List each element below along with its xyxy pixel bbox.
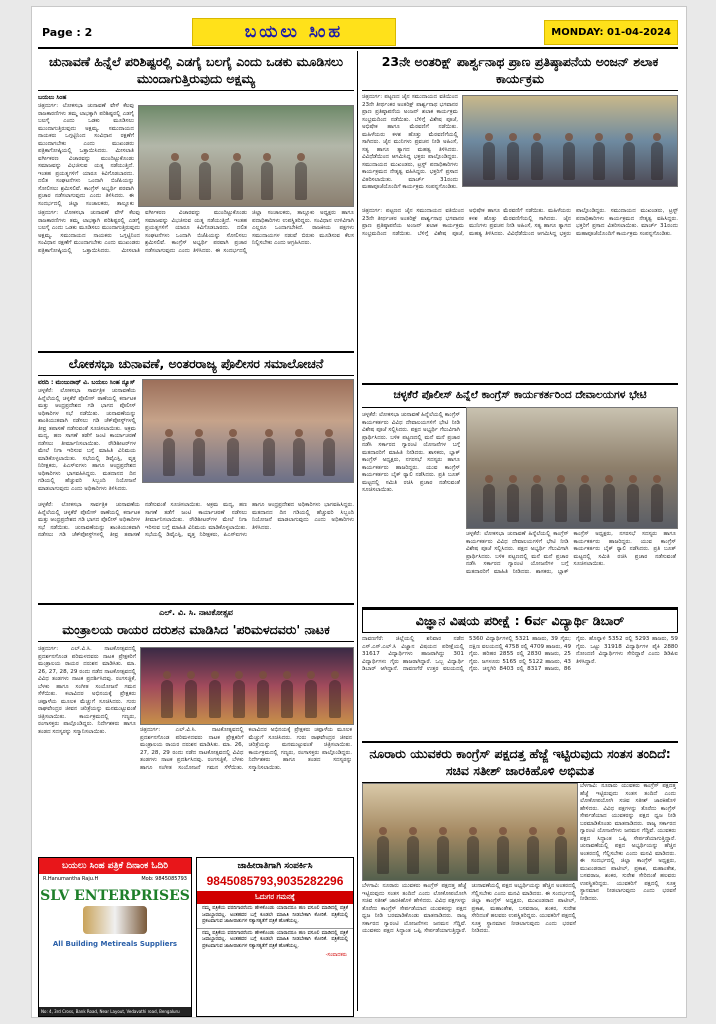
article-youth-congress — [362, 741, 678, 1018]
article-text: ಚಿತ್ರದುರ್ಗ: ಎಲ್.ವಿ.ಸಿ. ನಾಟಕೋತ್ಸವದಲ್ಲಿ ಪ್ರದರ್ಶನಗೊಂಡ ಪರಿಮಳದವರು ನಾಟಕ ಪ್ರೇಕ್ಷಕರಿಗೆ ಮಂತ್ರಾಲಯ ರಾಯರ ದರುಶನ ಮಾಡಿಸಿತು. ಮಾ. 26, 27, 28, 29 ರಂದು ನಡೆದ ನಾಟಕೋತ್ಸವದಲ್ಲಿ ವಿವಿಧ ತಂಡಗಳು ನಾಟಕ ಪ್ರದರ್ಶಿಸಿದವು. ರಂಗಸಜ್ಜಿಕೆ, ಬೆಳಕು ಹಾಗೂ ಸಂಗೀತ ಸಂಯೋಜನೆ ಗಮನ ಸೆಳೆಯಿತು. ಕಲಾವಿದರ ಅಭಿನಯಕ್ಕೆ ಪ್ರೇಕ್ಷಕರು ಚಪ್ಪಾಳೆಯ ಮೂಲಕ ಮೆಚ್ಚುಗೆ ಸೂಚಿಸಿದರು. ಗುರು ರಾಘವೇಂದ್ರರ ಜೀವನ ಚರಿತ್ರೆಯನ್ನು ಮನಮುಟ್ಟುವಂತೆ ಚಿತ್ರಿಸಲಾಯಿತು. ಕಾರ್ಯಕ್ರಮದಲ್ಲಿ ಗಣ್ಯರು, ರಂಗಾಸಕ್ತರು ಪಾಲ್ಗೊಂಡಿದ್ದರು. ನಿರ್ದೇಶಕರು ಹಾಗೂ ತಂಡದ ಸದಸ್ಯರನ್ನು ಸನ್ಮಾನಿಸಲಾಯಿತು. — [140, 727, 352, 771]
ad-caption: All Building Metireals Suppliers — [52, 940, 178, 948]
byline: ವರದಿ : ಮಂಜುನಾಥ್ ವಿ. ಬಯಲು ಸಿಂಹ ನ್ಯೂಸ್ — [38, 379, 135, 386]
headline: ಚುನಾವಣೆ ಹಿನ್ನೆಲೆ ಪರಿಶಿಷ್ಟರಲ್ಲಿ ಎಡಗೈ ಬಲಗೈ ಎಂದು ಒಡಕು ಮೂಡಿಸಲು ಮುಂದಾಗುತ್ತಿರುವುದು ಅಕ್ಷಮ್ಯ — [38, 51, 354, 91]
article-text-intro: ಚಿತ್ರದುರ್ಗ: ಲೋಕಸಭಾ ಚುನಾವಣೆ ವೇಳೆ ಕೆಲವು ರಾಜಕಾರಣಿಗಳು ತಮ್ಮ ಲಾಭಕ್ಕಾಗಿ ಪರಿಶಿಷ್ಟರಲ್ಲಿ ಎಡಗೈ ಬಲಗೈ ಎಂದು ಒಡಕು ಮೂಡಿಸಲು ಮುಂದಾಗುತ್ತಿರುವುದು ಅಕ್ಷಮ್ಯ. ಸಮುದಾಯದ ನಾಯಕರು ಒಗ್ಗಟ್ಟಿನಿಂದ ಸಂವಿಧಾನ ರಕ್ಷಣೆಗೆ ಮುಂದಾಗಬೇಕು ಎಂದು ಮುಖಂಡರು ಪತ್ರಿಕಾಗೋಷ್ಠಿಯಲ್ಲಿ ಒತ್ತಾಯಿಸಿದರು. ಮೀಸಲಾತಿ ವರ್ಗೀಕರಣ ವಿಚಾರವನ್ನು ಮುಂದಿಟ್ಟುಕೊಂಡು ಸಮಾಜವನ್ನು ವಿಭಜಿಸುವ ಯತ್ನ ನಡೆಯುತ್ತಿದೆ. ಇಂತಹ ಪ್ರಯತ್ನಗಳಿಗೆ ಯಾರೂ ಕಿವಿಗೊಡಬಾರದು. ದಲಿತ ಸಂಘಟನೆಗಳು ಒಂದಾಗಿ ಬಿಜೆಪಿಯನ್ನು ಸೋಲಿಸಲು ಶ್ರಮಿಸಲಿವೆ. ಕಾಂಗ್ರೆಸ್ ಅಭ್ಯರ್ಥಿ ಪರವಾಗಿ ಪ್ರಚಾರ ನಡೆಸಲಾಗುವುದು ಎಂದು ತಿಳಿಸಿದರು. ಈ ಸಂದರ್ಭದಲ್ಲಿ ಜಿಲ್ಲಾ ಸಂಚಾಲಕರು, ತಾಲ್ಲೂಕು — [38, 103, 134, 207]
page-number: Page : 2 — [42, 25, 93, 39]
readers-notice-heading: ಓದುಗರ ಗಮನಕ್ಕೆ — [197, 891, 353, 904]
article-congress-temple — [362, 383, 678, 605]
article-text: ಚಿತ್ರದುರ್ಗ: ಲೋಕಸಭಾ ಚುನಾವಣೆ ವೇಳೆ ಕೆಲವು ರಾಜಕಾರಣಿಗಳು ತಮ್ಮ ಲಾಭಕ್ಕಾಗಿ ಪರಿಶಿಷ್ಟರಲ್ಲಿ ಎಡಗೈ ಬಲಗೈ ಎಂದು ಒಡಕು ಮೂಡಿಸಲು ಮುಂದಾಗುತ್ತಿರುವುದು ಅಕ್ಷಮ್ಯ. ಸಮುದಾಯದ ನಾಯಕರು ಒಗ್ಗಟ್ಟಿನಿಂದ ಸಂವಿಧಾನ ರಕ್ಷಣೆಗೆ ಮುಂದಾಗಬೇಕು ಎಂದು ಮುಖಂಡರು ಪತ್ರಿಕಾಗೋಷ್ಠಿಯಲ್ಲಿ ಒತ್ತಾಯಿಸಿದರು. ಮೀಸಲಾತಿ ವರ್ಗೀಕರಣ ವಿಚಾರವನ್ನು ಮುಂದಿಟ್ಟುಕೊಂಡು ಸಮಾಜವನ್ನು ವಿಭಜಿಸುವ ಯತ್ನ ನಡೆಯುತ್ತಿದೆ. ಇಂತಹ ಪ್ರಯತ್ನಗಳಿಗೆ ಯಾರೂ ಕಿವಿಗೊಡಬಾರದು. ದಲಿತ ಸಂಘಟನೆಗಳು ಒಂದಾಗಿ ಬಿಜೆಪಿಯನ್ನು ಸೋಲಿಸಲು ಶ್ರಮಿಸಲಿವೆ. ಕಾಂಗ್ರೆಸ್ ಅಭ್ಯರ್ಥಿ ಪರವಾಗಿ ಪ್ರಚಾರ ನಡೆಸಲಾಗುವುದು ಎಂದು ತಿಳಿಸಿದರು. ಈ ಸಂದರ್ಭದಲ್ಲಿ ಜಿಲ್ಲಾ ಸಂಚಾಲಕರು, ತಾಲ್ಲೂಕು ಅಧ್ಯಕ್ಷರು ಹಾಗೂ ಪದಾಧಿಕಾರಿಗಳು ಉಪಸ್ಥಿತರಿದ್ದರು. ಸಂವಿಧಾನ ಉಳಿವಿಗಾಗಿ ಎಲ್ಲರೂ ಒಂದಾಗಬೇಕಿದೆ. ರಾಜಕೀಯ ಪಕ್ಷಗಳು ಸಮುದಾಯಗಳ ನಡುವೆ ಬಿರುಕು ಮೂಡಿಸುವ ಕೆಲಸ ನಿಲ್ಲಿಸಬೇಕು ಎಂದು ಆಗ್ರಹಿಸಿದರು. — [38, 210, 354, 254]
article-photo — [466, 407, 678, 529]
article-drama — [38, 603, 354, 895]
editor-signature: -ಸಂಪಾದಕರು — [325, 952, 347, 958]
article-text: ಬೆಳಗಾವಿ: ನೂರಾರು ಯುವಕರು ಕಾಂಗ್ರೆಸ್ ಪಕ್ಷದತ್ತ ಹೆಜ್ಜೆ ಇಟ್ಟಿರುವುದು ಸಂತಸ ತಂದಿದೆ ಎಂದು ಲೋಕೋಪಯೋಗಿ ಸಚಿವ ಸತೀಶ್ ಜಾರಕಿಹೊಳಿ ಹೇಳಿದರು. ವಿವಿಧ ಪಕ್ಷಗಳನ್ನು ತೊರೆದು ಕಾಂಗ್ರೆಸ್ ಸೇರ್ಪಡೆಯಾದ ಯುವಕರನ್ನು ಪಕ್ಷದ ಧ್ವಜ ನೀಡಿ ಬರಮಾಡಿಕೊಂಡು ಮಾತನಾಡಿದರು. ರಾಜ್ಯ ಸರ್ಕಾರದ ಗ್ಯಾರಂಟಿ ಯೋಜನೆಗಳು ಜನಮನ ಗೆದ್ದಿವೆ. ಯುವಕರು ಪಕ್ಷದ ಸಿದ್ಧಾಂತ ಒಪ್ಪಿ ಸೇರ್ಪಡೆಯಾಗುತ್ತಿದ್ದಾರೆ. ಚುನಾವಣೆಯಲ್ಲಿ ಪಕ್ಷದ ಅಭ್ಯರ್ಥಿಯನ್ನು ಹೆಚ್ಚಿನ ಅಂತರದಲ್ಲಿ ಗೆಲ್ಲಿಸಬೇಕು ಎಂದು ಮನವಿ ಮಾಡಿದರು. ಈ ಸಂದರ್ಭದಲ್ಲಿ ಜಿಲ್ಲಾ ಕಾಂಗ್ರೆಸ್ ಅಧ್ಯಕ್ಷರು, ಮುಖಂಡರಾದ ಪಾಟೀಲ್, ಪ್ರಕಾಶ, ಮಹಾಂತೇಶ, ಬಸವರಾಜ, ಶಂಕರ, ಸುರೇಶ ಸೇರಿದಂತೆ ಹಲವರು ಉಪಸ್ಥಿತರಿದ್ದರು. ಯುವಕರಿಗೆ ಪಕ್ಷದಲ್ಲಿ ಸೂಕ್ತ ಸ್ಥಾನಮಾನ ನೀಡಲಾಗುವುದು ಎಂದು ಭರವಸೆ ನೀಡಿದರು. — [362, 883, 576, 934]
article-text: ದಾವಣಗೆರೆ: ಜಿಲ್ಲೆಯಲ್ಲಿ ಶನಿವಾರ ನಡೆದ ಎಸ್.ಎಸ್.ಎಲ್.ಸಿ ವಿಜ್ಞಾನ ವಿಷಯದ ಪರೀಕ್ಷೆಯಲ್ಲಿ 31617 ವಿದ್ಯಾರ್ಥಿಗಳು ಹಾಜರಾಗಿದ್ದು 301 ವಿದ್ಯಾರ್ಥಿಗಳು ಗೈರು ಹಾಜರಾಗಿದ್ದಾರೆ. ಒಬ್ಬ ವಿದ್ಯಾರ್ಥಿ ಡಿಬಾರ್ ಆಗಿದ್ದಾನೆ. ದಾವಣಗೆರೆ ಉತ್ತರ ವಲಯದಲ್ಲಿ 5360 ವಿದ್ಯಾರ್ಥಿಗಳಲ್ಲಿ 5321 ಹಾಜರು, 39 ಗೈರು; ದಕ್ಷಿಣ ವಲಯದಲ್ಲಿ 4758 ರಲ್ಲಿ 4709 ಹಾಜರು, 49 ಗೈರು. ಹರಿಹರ 2855 ರಲ್ಲಿ 2830 ಹಾಜರು, 25 ಗೈರು. ಜಗಳೂರು 5165 ರಲ್ಲಿ 5122 ಹಾಜರು, 43 ಗೈರು. ಚನ್ನಗಿರಿ 8403 ರಲ್ಲಿ 8317 ಹಾಜರು, 86 ಗೈರು. ಹೊನ್ನಾಳಿ 5352 ರಲ್ಲಿ 5293 ಹಾಜರು, 59 ಗೈರು. ಒಟ್ಟು 31918 ವಿದ್ಯಾರ್ಥಿಗಳ ಪೈಕಿ 2880 ನೋಂದಣಿ ವಿದ್ಯಾರ್ಥಿಗಳು ಸೇರಿದ್ದಾರೆ ಎಂದು ಡಿಡಿಪಿಐ ತಿಳಿಸಿದ್ದಾರೆ. — [362, 636, 678, 672]
headline: ಲೋಕಸಭಾ ಚುನಾವಣೆ, ಅಂತರರಾಜ್ಯ ಪೊಲೀಸರ ಸಮಾಲೋಚನೆ — [38, 353, 354, 376]
masthead — [38, 17, 678, 49]
ad-contact-phone: 9845085793,9035282296 — [206, 874, 344, 888]
article-photo — [140, 647, 354, 725]
article-text-intro: ಚಿತ್ರದುರ್ಗ: ಎಲ್.ವಿ.ಸಿ. ನಾಟಕೋತ್ಸವದಲ್ಲಿ ಪ್ರದರ್ಶನಗೊಂಡ ಪರಿಮಳದವರು ನಾಟಕ ಪ್ರೇಕ್ಷಕರಿಗೆ ಮಂತ್ರಾಲಯ ರಾಯರ ದರುಶನ ಮಾಡಿಸಿತು. ಮಾ. 26, 27, 28, 29 ರಂದು ನಡೆದ ನಾಟಕೋತ್ಸವದಲ್ಲಿ ವಿವಿಧ ತಂಡಗಳು ನಾಟಕ ಪ್ರದರ್ಶಿಸಿದವು. ರಂಗಸಜ್ಜಿಕೆ, ಬೆಳಕು ಹಾಗೂ ಸಂಗೀತ ಸಂಯೋಜನೆ ಗಮನ ಸೆಳೆಯಿತು. ಕಲಾವಿದರ ಅಭಿನಯಕ್ಕೆ ಪ್ರೇಕ್ಷಕರು ಚಪ್ಪಾಳೆಯ ಮೂಲಕ ಮೆಚ್ಚುಗೆ ಸೂಚಿಸಿದರು. ಗುರು ರಾಘವೇಂದ್ರರ ಜೀವನ ಚರಿತ್ರೆಯನ್ನು ಮನಮುಟ್ಟುವಂತೆ ಚಿತ್ರಿಸಲಾಯಿತು. ಕಾರ್ಯಕ್ರಮದಲ್ಲಿ ಗಣ್ಯರು, ರಂಗಾಸಕ್ತರು ಪಾಲ್ಗೊಂಡಿದ್ದರು. ನಿರ್ದೇಶಕರು ಹಾಗೂ ತಂಡದ ಸದಸ್ಯರನ್ನು ಸನ್ಮಾನಿಸಲಾಯಿತು. — [38, 646, 136, 735]
ad-contact-name: R.Hanumantha Raju.H — [43, 876, 99, 882]
byline: ಬಯಲು ಸಿಂಹ — [38, 94, 67, 101]
issue-date: MONDAY: 01-04-2024 — [544, 20, 678, 45]
kicker: ಎಲ್. ವಿ. ಸಿ. ನಾಟಕೋತ್ಸವ — [159, 608, 233, 617]
article-reservation — [38, 51, 354, 341]
headline: 23ನೇ ಅಂತರಿಕ್ಷ್ ಪಾರ್ಶ್ವನಾಥ ಪ್ರಾಣ ಪ್ರತಿಷ್ಠಾಪನೆಯ ಅಂಜನ್ ಶಲಾಕ ಕಾರ್ಯಕ್ರಮ — [362, 51, 678, 91]
newspaper-page — [31, 6, 687, 1018]
house-icon — [83, 906, 147, 934]
headline: ವಿಜ್ಞಾನ ವಿಷಯ ಪರೀಕ್ಷೆ : 6ರ್ವ ವಿದ್ಯಾರ್ಥಿ ಡಿಬಾರ್ — [362, 609, 678, 633]
left-column — [38, 51, 354, 1013]
article-text-intro: ಚಳ್ಳಕೆರೆ: ಲೋಕಸಭಾ ಚುನಾವಣೆ ಹಿನ್ನೆಲೆಯಲ್ಲಿ ಕಾಂಗ್ರೆಸ್ ಕಾರ್ಯಕರ್ತರು ವಿವಿಧ ದೇವಾಲಯಗಳಿಗೆ ಭೇಟಿ ನೀಡಿ ವಿಶೇಷ ಪೂಜೆ ಸಲ್ಲಿಸಿದರು. ಪಕ್ಷದ ಅಭ್ಯರ್ಥಿ ಗೆಲುವಿಗಾಗಿ ಪ್ರಾರ್ಥಿಸಿದರು. ಬಳಿಕ ಪಟ್ಟಣದಲ್ಲಿ ಮನೆ ಮನೆ ಪ್ರಚಾರ ನಡೆಸಿ ಸರ್ಕಾರದ ಗ್ಯಾರಂಟಿ ಯೋಜನೆಗಳ ಬಗ್ಗೆ ಮತದಾರರಿಗೆ ಮಾಹಿತಿ ನೀಡಿದರು. ಶಾಸಕರು, ಬ್ಲಾಕ್ ಕಾಂಗ್ರೆಸ್ ಅಧ್ಯಕ್ಷರು, ನಗರಸಭೆ ಸದಸ್ಯರು ಹಾಗೂ ಕಾರ್ಯಕರ್ತರು ಹಾಜರಿದ್ದರು. ಯುವ ಕಾಂಗ್ರೆಸ್ ಕಾರ್ಯಕರ್ತರು ಬೈಕ್ ರ‍್ಯಾಲಿ ನಡೆಸಿದರು. ಪ್ರತಿ ಬೂತ್ ಮಟ್ಟದಲ್ಲಿ ಸಮಿತಿ ರಚಿಸಿ ಪ್ರಚಾರ ನಡೆಸುವಂತೆ ಸೂಚಿಸಲಾಯಿತು. — [362, 412, 460, 493]
article-text: ಚಳ್ಳಕೆರೆ: ಲೋಕಸಭಾ ಸಾರ್ವತ್ರಿಕ ಚುನಾವಣೆಯ ಹಿನ್ನೆಲೆಯಲ್ಲಿ ಚಳ್ಳಕೆರೆ ಪೊಲೀಸ್ ಠಾಣೆಯಲ್ಲಿ ಕರ್ನಾಟಕ ಮತ್ತು ಆಂಧ್ರಪ್ರದೇಶದ ಗಡಿ ಭಾಗದ ಪೊಲೀಸ್ ಅಧಿಕಾರಿಗಳ ಸಭೆ ನಡೆಯಿತು. ಚುನಾವಣೆಯನ್ನು ಶಾಂತಿಯುತವಾಗಿ ನಡೆಸಲು ಗಡಿ ಚೆಕ್‌ಪೋಸ್ಟ್‌ಗಳಲ್ಲಿ ತೀವ್ರ ತಪಾಸಣೆ ನಡೆಸುವಂತೆ ಸೂಚಿಸಲಾಯಿತು. ಅಕ್ರಮ ಮದ್ಯ, ಹಣ ಸಾಗಣೆ ತಡೆಗೆ ಜಂಟಿ ಕಾರ್ಯಾಚರಣೆ ನಡೆಸಲು ತೀರ್ಮಾನಿಸಲಾಯಿತು. ರೌಡಿಶೀಟರ್‌ಗಳ ಮೇಲೆ ನಿಗಾ ಇರಿಸುವ ಬಗ್ಗೆ ಮಾಹಿತಿ ವಿನಿಮಯ ಮಾಡಿಕೊಳ್ಳಲಾಯಿತು. ಸಭೆಯಲ್ಲಿ ಡಿವೈಎಸ್ಪಿ, ವೃತ್ತ ನಿರೀಕ್ಷಕರು, ಪಿಎಸ್‌ಐಗಳು ಹಾಗೂ ಆಂಧ್ರಪ್ರದೇಶದ ಅಧಿಕಾರಿಗಳು ಭಾಗವಹಿಸಿದ್ದರು. ಮತದಾನದ ದಿನ ಗಡಿಯಲ್ಲಿ ಹೆಚ್ಚುವರಿ ಸಿಬ್ಬಂದಿ ನಿಯೋಜನೆ ಮಾಡಲಾಗುವುದು ಎಂದು ಅಧಿಕಾರಿಗಳು ತಿಳಿಸಿದರು. — [38, 502, 354, 538]
ad-top-banner: ಬಯಲು ಸಿಂಹ ಪತ್ರಿಕೆ ದಿನಾಂಕ ಓದಿರಿ — [39, 858, 191, 874]
slv-enterprises-ad — [38, 857, 192, 1017]
newspaper-name: ಬಯಲು ಸಿಂಹ — [192, 18, 396, 46]
headline: ನೂರಾರು ಯುವಕರು ಕಾಂಗ್ರೆಸ್ ಪಕ್ಷದತ್ತ ಹೆಜ್ಜೆ ಇಟ್ಟಿರುವುದು ಸಂತಸ ತಂದಿದೆ: ಸಚಿವ ಸತೀಶ್ ಜಾರಕಿಹೊಳಿ ಅಭಿಮತ — [362, 743, 678, 783]
ad-company-name: SLV ENTERPRISES — [40, 888, 190, 904]
readers-notice-text: ನಮ್ಮ ಪತ್ರಿಕೆಯ ವರದಿಗಾರರೆಂದು ಹೇಳಿಕೊಂಡು ಯಾರಾದರೂ ಹಣ ವಸೂಲಿ ಮಾಡಿದಲ್ಲಿ ಪತ್ರಿಕೆ ಜವಾಬ್ದಾರವಲ್ಲ. ಅಂತಹವರ ಬಗ್ಗೆ ಕೂಡಲೇ ಮಾಹಿತಿ ನೀಡಬೇಕಾಗಿ ಕೋರಿಕೆ. ಪತ್ರಿಕೆಯಲ್ಲಿ ಪ್ರಕಟವಾಗುವ ಜಾಹೀರಾತುಗಳ ಸತ್ಯಾಸತ್ಯತೆಗೆ ಪತ್ರಿಕೆ ಹೊಣೆಯಲ್ಲ. — [202, 906, 348, 924]
ad-contact-heading: ಜಾಹೀರಾತಿಗಾಗಿ ಸಂಪರ್ಕಿಸಿ — [237, 861, 313, 871]
article-text-side: ಬೆಳಗಾವಿ: ನೂರಾರು ಯುವಕರು ಕಾಂಗ್ರೆಸ್ ಪಕ್ಷದತ್ತ ಹೆಜ್ಜೆ ಇಟ್ಟಿರುವುದು ಸಂತಸ ತಂದಿದೆ ಎಂದು ಲೋಕೋಪಯೋಗಿ ಸಚಿವ ಸತೀಶ್ ಜಾರಕಿಹೊಳಿ ಹೇಳಿದರು. ವಿವಿಧ ಪಕ್ಷಗಳನ್ನು ತೊರೆದು ಕಾಂಗ್ರೆಸ್ ಸೇರ್ಪಡೆಯಾದ ಯುವಕರನ್ನು ಪಕ್ಷದ ಧ್ವಜ ನೀಡಿ ಬರಮಾಡಿಕೊಂಡು ಮಾತನಾಡಿದರು. ರಾಜ್ಯ ಸರ್ಕಾರದ ಗ್ಯಾರಂಟಿ ಯೋಜನೆಗಳು ಜನಮನ ಗೆದ್ದಿವೆ. ಯುವಕರು ಪಕ್ಷದ ಸಿದ್ಧಾಂತ ಒಪ್ಪಿ ಸೇರ್ಪಡೆಯಾಗುತ್ತಿದ್ದಾರೆ. ಚುನಾವಣೆಯಲ್ಲಿ ಪಕ್ಷದ ಅಭ್ಯರ್ಥಿಯನ್ನು ಹೆಚ್ಚಿನ ಅಂತರದಲ್ಲಿ ಗೆಲ್ಲಿಸಬೇಕು ಎಂದು ಮನವಿ ಮಾಡಿದರು. ಈ ಸಂದರ್ಭದಲ್ಲಿ ಜಿಲ್ಲಾ ಕಾಂಗ್ರೆಸ್ ಅಧ್ಯಕ್ಷರು, ಮುಖಂಡರಾದ ಪಾಟೀಲ್, ಪ್ರಕಾಶ, ಮಹಾಂತೇಶ, ಬಸವರಾಜ, ಶಂಕರ, ಸುರೇಶ ಸೇರಿದಂತೆ ಹಲವರು ಉಪಸ್ಥಿತರಿದ್ದರು. ಯುವಕರಿಗೆ ಪಕ್ಷದಲ್ಲಿ ಸೂಕ್ತ ಸ್ಥಾನಮಾನ ನೀಡಲಾಗುವುದು ಎಂದು ಭರವಸೆ ನೀಡಿದರು. — [580, 783, 676, 902]
headline: ಮಂತ್ರಾಲಯ ರಾಯರ ದರುಶನ ಮಾಡಿಸಿದ 'ಪರಿಮಳದವರು' ನಾಟಕ — [38, 619, 354, 642]
article-photo — [362, 783, 578, 881]
advertising-contact-box — [196, 857, 354, 1017]
article-photo — [138, 105, 354, 207]
article-police — [38, 351, 354, 598]
article-jain-ceremony — [362, 51, 678, 376]
article-photo — [462, 95, 678, 187]
article-text: ಚಳ್ಳಕೆರೆ: ಲೋಕಸಭಾ ಚುನಾವಣೆ ಹಿನ್ನೆಲೆಯಲ್ಲಿ ಕಾಂಗ್ರೆಸ್ ಕಾರ್ಯಕರ್ತರು ವಿವಿಧ ದೇವಾಲಯಗಳಿಗೆ ಭೇಟಿ ನೀಡಿ ವಿಶೇಷ ಪೂಜೆ ಸಲ್ಲಿಸಿದರು. ಪಕ್ಷದ ಅಭ್ಯರ್ಥಿ ಗೆಲುವಿಗಾಗಿ ಪ್ರಾರ್ಥಿಸಿದರು. ಬಳಿಕ ಪಟ್ಟಣದಲ್ಲಿ ಮನೆ ಮನೆ ಪ್ರಚಾರ ನಡೆಸಿ ಸರ್ಕಾರದ ಗ್ಯಾರಂಟಿ ಯೋಜನೆಗಳ ಬಗ್ಗೆ ಮತದಾರರಿಗೆ ಮಾಹಿತಿ ನೀಡಿದರು. ಶಾಸಕರು, ಬ್ಲಾಕ್ ಕಾಂಗ್ರೆಸ್ ಅಧ್ಯಕ್ಷರು, ನಗರಸಭೆ ಸದಸ್ಯರು ಹಾಗೂ ಕಾರ್ಯಕರ್ತರು ಹಾಜರಿದ್ದರು. ಯುವ ಕಾಂಗ್ರೆಸ್ ಕಾರ್ಯಕರ್ತರು ಬೈಕ್ ರ‍್ಯಾಲಿ ನಡೆಸಿದರು. ಪ್ರತಿ ಬೂತ್ ಮಟ್ಟದಲ್ಲಿ ಸಮಿತಿ ರಚಿಸಿ ಪ್ರಚಾರ ನಡೆಸುವಂತೆ ಸೂಚಿಸಲಾಯಿತು. — [466, 531, 676, 575]
ad-address: No: 4, 3rd Cross, Bank Road, Near Layout, Vedavathi road, Bengaluru — [39, 1007, 191, 1016]
article-exam — [362, 607, 678, 739]
article-photo — [142, 379, 354, 483]
ad-contact-phone: Mob: 9845085793 — [141, 876, 187, 882]
readers-notice-text-2: ನಮ್ಮ ಪತ್ರಿಕೆಯ ವರದಿಗಾರರೆಂದು ಹೇಳಿಕೊಂಡು ಯಾರಾದರೂ ಹಣ ವಸೂಲಿ ಮಾಡಿದಲ್ಲಿ ಪತ್ರಿಕೆ ಜವಾಬ್ದಾರವಲ್ಲ. ಅಂತಹವರ ಬಗ್ಗೆ ಕೂಡಲೇ ಮಾಹಿತಿ ನೀಡಬೇಕಾಗಿ ಕೋರಿಕೆ. ಪತ್ರಿಕೆಯಲ್ಲಿ ಪ್ರಕಟವಾಗುವ ಜಾಹೀರಾತುಗಳ ಸತ್ಯಾಸತ್ಯತೆಗೆ ಪತ್ರಿಕೆ ಹೊಣೆಯಲ್ಲ. — [197, 928, 353, 953]
article-text-intro: ಚಳ್ಳಕೆರೆ: ಲೋಕಸಭಾ ಸಾರ್ವತ್ರಿಕ ಚುನಾವಣೆಯ ಹಿನ್ನೆಲೆಯಲ್ಲಿ ಚಳ್ಳಕೆರೆ ಪೊಲೀಸ್ ಠಾಣೆಯಲ್ಲಿ ಕರ್ನಾಟಕ ಮತ್ತು ಆಂಧ್ರಪ್ರದೇಶದ ಗಡಿ ಭಾಗದ ಪೊಲೀಸ್ ಅಧಿಕಾರಿಗಳ ಸಭೆ ನಡೆಯಿತು. ಚುನಾವಣೆಯನ್ನು ಶಾಂತಿಯುತವಾಗಿ ನಡೆಸಲು ಗಡಿ ಚೆಕ್‌ಪೋಸ್ಟ್‌ಗಳಲ್ಲಿ ತೀವ್ರ ತಪಾಸಣೆ ನಡೆಸುವಂತೆ ಸೂಚಿಸಲಾಯಿತು. ಅಕ್ರಮ ಮದ್ಯ, ಹಣ ಸಾಗಣೆ ತಡೆಗೆ ಜಂಟಿ ಕಾರ್ಯಾಚರಣೆ ನಡೆಸಲು ತೀರ್ಮಾನಿಸಲಾಯಿತು. ರೌಡಿಶೀಟರ್‌ಗಳ ಮೇಲೆ ನಿಗಾ ಇರಿಸುವ ಬಗ್ಗೆ ಮಾಹಿತಿ ವಿನಿಮಯ ಮಾಡಿಕೊಳ್ಳಲಾಯಿತು. ಸಭೆಯಲ್ಲಿ ಡಿವೈಎಸ್ಪಿ, ವೃತ್ತ ನಿರೀಕ್ಷಕರು, ಪಿಎಸ್‌ಐಗಳು ಹಾಗೂ ಆಂಧ್ರಪ್ರದೇಶದ ಅಧಿಕಾರಿಗಳು ಭಾಗವಹಿಸಿದ್ದರು. ಮತದಾನದ ದಿನ ಗಡಿಯಲ್ಲಿ ಹೆಚ್ಚುವರಿ ಸಿಬ್ಬಂದಿ ನಿಯೋಜನೆ ಮಾಡಲಾಗುವುದು ಎಂದು ಅಧಿಕಾರಿಗಳು ತಿಳಿಸಿದರು. — [38, 388, 136, 492]
right-column — [362, 51, 678, 1013]
article-text-intro: ಚಿತ್ರದುರ್ಗ: ಪಟ್ಟಣದ ಜೈನ ಸಮುದಾಯದ ವತಿಯಿಂದ 23ನೇ ತೀರ್ಥಂಕರ ಅಂತರಿಕ್ಷ್ ಪಾರ್ಶ್ವನಾಥ ಭಗವಾನರ ಪ್ರಾಣ ಪ್ರತಿಷ್ಠಾಪನೆಯ ಅಂಜನ್ ಶಲಾಕ ಕಾರ್ಯಕ್ರಮ ಸಂಭ್ರಮದಿಂದ ನಡೆಯಿತು. ಬೆಳಿಗ್ಗೆ ವಿಶೇಷ ಪೂಜೆ, ಅಭಿಷೇಕ ಹಾಗೂ ಮೆರವಣಿಗೆ ನಡೆಯಿತು. ಮಹಿಳೆಯರು ಕಳಶ ಹೊತ್ತು ಮೆರವಣಿಗೆಯಲ್ಲಿ ಸಾಗಿದರು. ಜೈನ ಮುನಿಗಳು ಪ್ರವಚನ ನೀಡಿ ಅಹಿಂಸೆ, ಸತ್ಯ ಹಾಗೂ ತ್ಯಾಗದ ಮಹತ್ವ ತಿಳಿಸಿದರು. ವಿವಿಧೆಡೆಯಿಂದ ಆಗಮಿಸಿದ್ದ ಭಕ್ತರು ಪಾಲ್ಗೊಂಡಿದ್ದರು. ಸಮುದಾಯದ ಮುಖಂಡರು, ಟ್ರಸ್ಟ್ ಪದಾಧಿಕಾರಿಗಳು ಕಾರ್ಯಕ್ರಮದ ನೇತೃತ್ವ ವಹಿಸಿದ್ದರು. ಭಕ್ತರಿಗೆ ಪ್ರಸಾದ ವಿತರಿಸಲಾಯಿತು. ಮಾರ್ಚ್ 31ರಂದು ಮಹಾಪೂಜೆಯೊಂದಿಗೆ ಕಾರ್ಯಕ್ರಮ ಸಂಪನ್ನಗೊಂಡಿತು. — [362, 94, 458, 190]
column-divider — [357, 51, 358, 1011]
article-text: ಚಿತ್ರದುರ್ಗ: ಪಟ್ಟಣದ ಜೈನ ಸಮುದಾಯದ ವತಿಯಿಂದ 23ನೇ ತೀರ್ಥಂಕರ ಅಂತರಿಕ್ಷ್ ಪಾರ್ಶ್ವನಾಥ ಭಗವಾನರ ಪ್ರಾಣ ಪ್ರತಿಷ್ಠಾಪನೆಯ ಅಂಜನ್ ಶಲಾಕ ಕಾರ್ಯಕ್ರಮ ಸಂಭ್ರಮದಿಂದ ನಡೆಯಿತು. ಬೆಳಿಗ್ಗೆ ವಿಶೇಷ ಪೂಜೆ, ಅಭಿಷೇಕ ಹಾಗೂ ಮೆರವಣಿಗೆ ನಡೆಯಿತು. ಮಹಿಳೆಯರು ಕಳಶ ಹೊತ್ತು ಮೆರವಣಿಗೆಯಲ್ಲಿ ಸಾಗಿದರು. ಜೈನ ಮುನಿಗಳು ಪ್ರವಚನ ನೀಡಿ ಅಹಿಂಸೆ, ಸತ್ಯ ಹಾಗೂ ತ್ಯಾಗದ ಮಹತ್ವ ತಿಳಿಸಿದರು. ವಿವಿಧೆಡೆಯಿಂದ ಆಗಮಿಸಿದ್ದ ಭಕ್ತರು ಪಾಲ್ಗೊಂಡಿದ್ದರು. ಸಮುದಾಯದ ಮುಖಂಡರು, ಟ್ರಸ್ಟ್ ಪದಾಧಿಕಾರಿಗಳು ಕಾರ್ಯಕ್ರಮದ ನೇತೃತ್ವ ವಹಿಸಿದ್ದರು. ಭಕ್ತರಿಗೆ ಪ್ರಸಾದ ವಿತರಿಸಲಾಯಿತು. ಮಾರ್ಚ್ 31ರಂದು ಮಹಾಪೂಜೆಯೊಂದಿಗೆ ಕಾರ್ಯಕ್ರಮ ಸಂಪನ್ನಗೊಂಡಿತು. — [362, 208, 678, 237]
headline: ಚಳ್ಳಕೆರೆ ಪೊಲೀಸ್ ಹಿನ್ನೆಲೆ ಕಾಂಗ್ರೆಸ್ ಕಾರ್ಯಕರ್ತರಿಂದ ದೇವಾಲಯಗಳ ಭೇಟಿ — [362, 385, 678, 408]
